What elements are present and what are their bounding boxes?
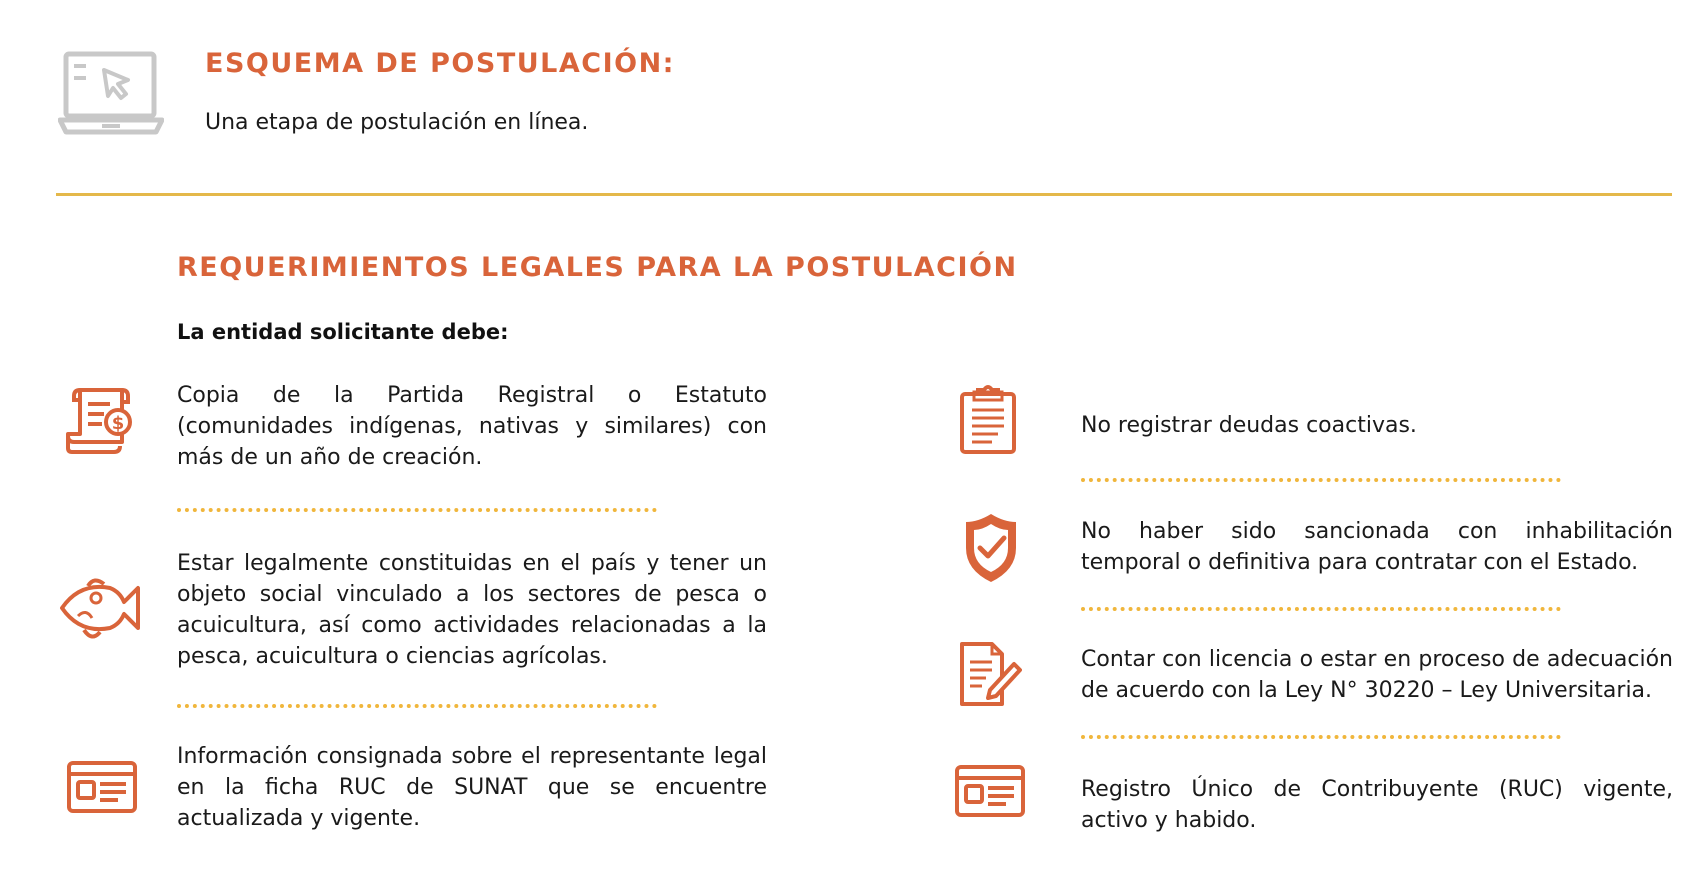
dotted-divider [1081,607,1561,611]
requirement-left-2: Estar legalmente constituidas en el país y tener un objeto social vinculado a los sectores de pesca o acuicultura, así como actividades relacionadas a la pesca, acuicultura o ciencias agrícolas. [177,551,767,669]
id-card-icon [66,760,138,816]
requirement-right-3: Contar con licencia o estar en proceso de adecuación de acuerdo con la Ley N° 30220 – Ley Universitaria. [1081,647,1673,703]
dotted-divider [177,508,657,512]
svg-text:$: $ [111,413,125,434]
requirement-right-1: No registrar deudas coactivas. [1081,413,1417,438]
id-card-icon [954,764,1026,820]
requirement-left-1: Copia de la Partida Registral o Estatuto (comunidades indígenas, nativas y similares) con más de un año de creación. [177,383,767,470]
document-pen-icon [958,640,1022,708]
shield-check-icon [962,510,1020,586]
schema-text: Una etapa de postulación en línea. [205,110,589,135]
schema-title: ESQUEMA DE POSTULACIÓN: [205,48,675,79]
requirements-title: REQUERIMIENTOS LEGALES PARA LA POSTULACIÓN [177,252,1018,283]
requirement-right-4: Registro Único de Contribuyente (RUC) vigente, activo y habido. [1081,777,1673,833]
clipboard-icon [958,384,1018,456]
dotted-divider [177,704,657,708]
dotted-divider [1081,478,1561,482]
requirements-subtitle: La entidad solicitante debe: [177,320,509,344]
requirement-right-2: No haber sido sancionada con inhabilitación temporal o definitiva para contratar con el Estado. [1081,519,1673,575]
requirement-left-3: Información consignada sobre el representante legal en la ficha RUC de SUNAT que se encuentre actualizada y vigente. [177,744,767,831]
fish-icon [58,572,142,644]
section-divider [56,193,1672,196]
document-money-icon [64,384,136,456]
laptop-cursor-icon [58,50,164,138]
dotted-divider [1081,735,1561,739]
